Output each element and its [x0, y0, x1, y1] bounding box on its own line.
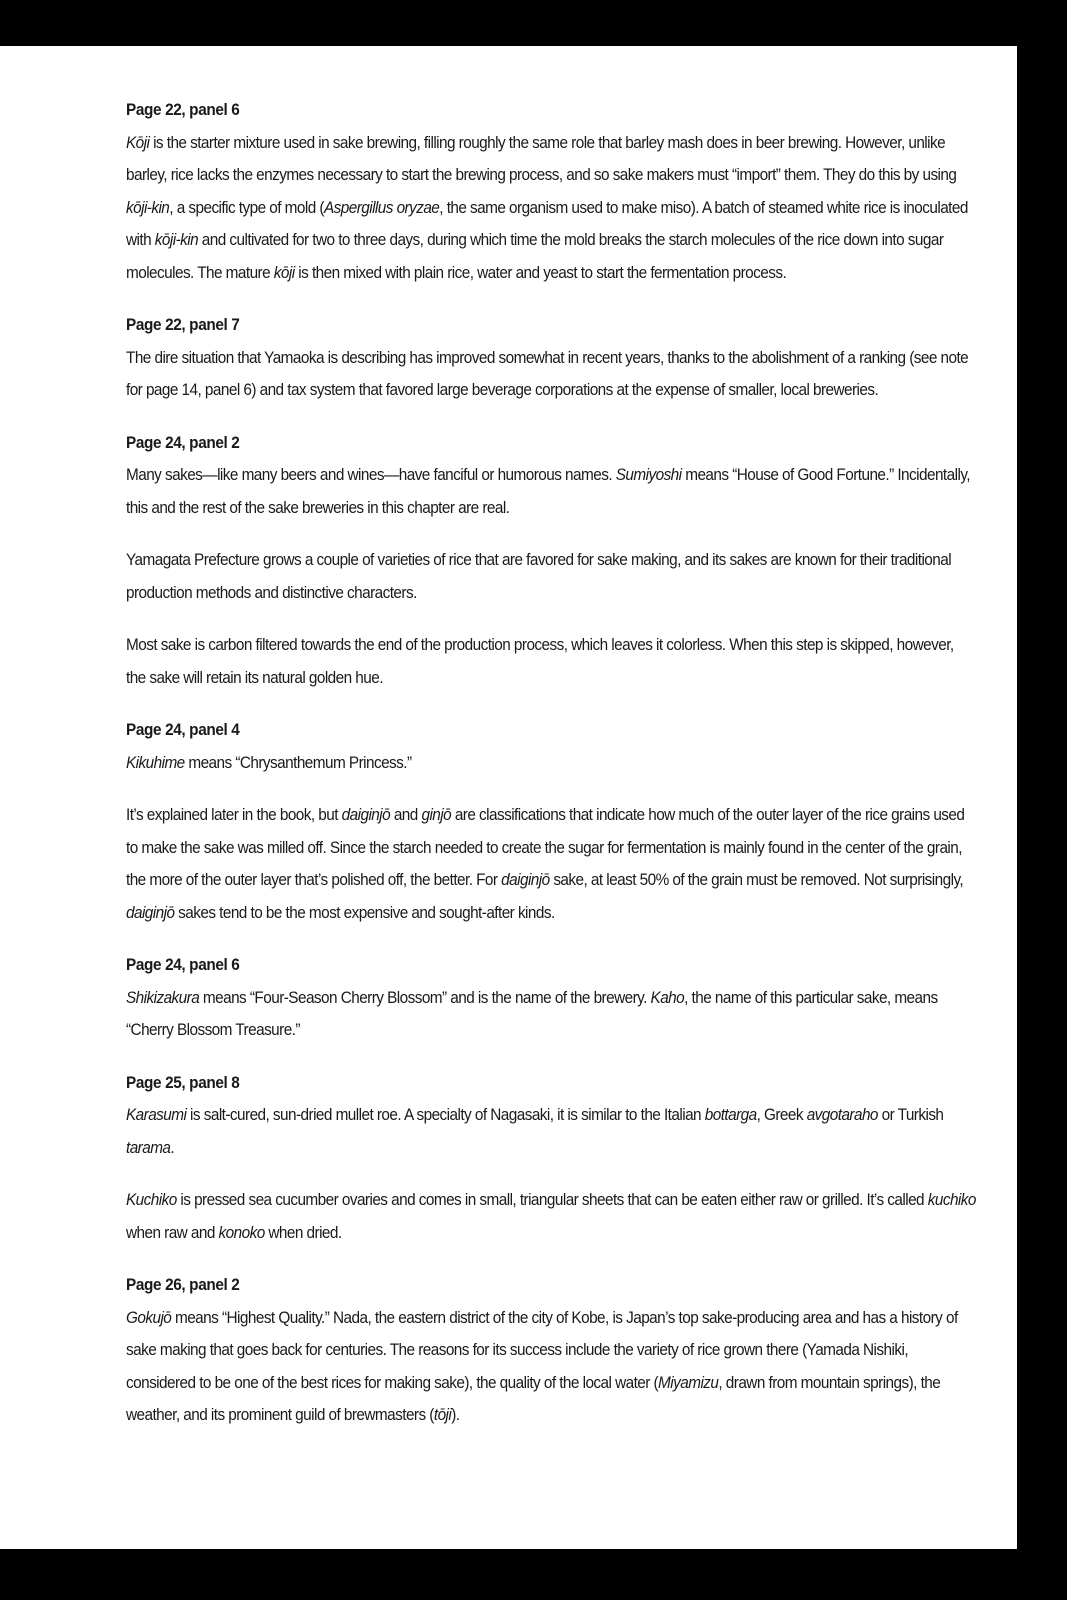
- note-heading: Page 24, panel 2: [126, 433, 240, 452]
- note-heading: Page 26, panel 2: [126, 1276, 240, 1294]
- note-paragraph: [126, 982, 976, 1047]
- text-run: means “House of Good Fortune.” Incidentally, this and the rest of the sake breweries in this chapter are real.: [126, 466, 971, 517]
- note-section: [126, 1067, 976, 1250]
- note-paragraph: [126, 544, 976, 609]
- text-run: or Turkish: [877, 1106, 944, 1124]
- text-run: , the name of this particular sake, means “Cherry Blossom Treasure.”: [126, 988, 938, 1039]
- note-heading: Page 22, panel 6: [126, 101, 240, 119]
- italic-term: Karasumi: [126, 1106, 187, 1124]
- note-paragraph: [126, 799, 976, 929]
- text-run: It’s explained later in the book, but: [126, 806, 342, 824]
- italic-term: Kuchiko: [126, 1191, 177, 1209]
- text-run: , a specific type of mold (: [169, 198, 324, 217]
- italic-term: tarama: [126, 1138, 171, 1157]
- italic-term: ginjō: [421, 806, 452, 824]
- italic-term: kōji-kin: [126, 198, 170, 217]
- italic-term: kōji-kin: [154, 231, 199, 249]
- italic-term: Kikuhime: [126, 753, 185, 772]
- text-run: .: [170, 1138, 175, 1157]
- note-paragraph: [126, 1099, 976, 1164]
- note-heading: Page 24, panel 4: [126, 721, 240, 739]
- note-section: [126, 714, 976, 929]
- text-run: is pressed sea cucumber ovaries and comes in small, triangular sheets that can be eaten either raw or grilled. It’s called: [176, 1191, 928, 1209]
- italic-term: konoko: [218, 1223, 265, 1242]
- note-section: [126, 1269, 976, 1432]
- italic-term: kuchiko: [927, 1191, 976, 1209]
- note-heading: Page 25, panel 8: [126, 1073, 240, 1092]
- note-heading: Page 24, panel 6: [126, 956, 240, 974]
- italic-term: Shikizakura: [126, 988, 200, 1007]
- text-run: when dried.: [264, 1223, 342, 1242]
- note-paragraph: [126, 127, 976, 290]
- text-run: , drawn from mountain springs), the weather, and its prominent guild of brewmasters (: [126, 1373, 941, 1424]
- italic-term: Sumiyoshi: [615, 466, 682, 484]
- note-paragraph: [126, 459, 976, 524]
- text-run: Yamagata Prefecture grows a couple of varieties of rice that are favored for sake making, and its sakes are known for their traditional production methods and distinctive characters.: [126, 551, 952, 602]
- italic-term: bottarga: [704, 1106, 757, 1124]
- text-run: The dire situation that Yamaoka is describing has improved somewhat in recent years, thanks to the abolishment of a ranking (see note for page 14, panel 6) and tax system that favored large beverage corporations at the expense of smaller, local breweries.: [126, 348, 969, 399]
- italic-term: kōji: [273, 263, 295, 282]
- text-run: is the starter mixture used in sake brewing, filling roughly the same role that barley mash does in beer brewing. However, unlike barley, rice lacks the enzymes necessary to start the brewing process, and so sake makers must “import” them. They do this by using: [126, 133, 957, 184]
- document-page: [0, 46, 1017, 1549]
- italic-term: Gokujō: [126, 1308, 172, 1327]
- text-run: ).: [451, 1406, 460, 1424]
- text-run: is then mixed with plain rice, water and yeast to start the fermentation process.: [294, 263, 787, 282]
- text-run: means “Highest Quality.” Nada, the eastern district of the city of Kobe, is Japan’s top sake-producing area and has a history of sake making that goes back for centuries. The reasons for its success include the variety of rice grown there (Yamada Nishiki, considered to be one of the best rices for making sake), the quality of the local water (: [126, 1308, 958, 1392]
- text-run: Most sake is carbon filtered towards the end of the production process, which leaves it colorless. When this step is skipped, however, the sake will retain its natural golden hue.: [126, 636, 954, 687]
- note-paragraph: [126, 629, 976, 694]
- text-run: sake, at least 50% of the grain must be removed. Not surprisingly,: [549, 871, 964, 889]
- note-paragraph: [126, 1184, 976, 1249]
- text-run: Many sakes—like many beers and wines—have fanciful or humorous names.: [126, 466, 616, 484]
- text-run: , the same organism used to make miso). A batch of steamed white rice is inoculated with: [126, 198, 968, 249]
- text-run: are classifications that indicate how much of the outer layer of the rice grains used to make the sake was milled off. Since the starch needed to create the sugar for fermentation is mainly found in the center of the grain, the more of the outer layer that’s polished off, the better. For: [126, 806, 965, 889]
- text-run: when raw and: [126, 1223, 219, 1242]
- italic-term: daiginjō: [126, 903, 175, 922]
- italic-term: daiginjō: [501, 871, 550, 889]
- note-section: [126, 949, 976, 1047]
- note-paragraph: [126, 342, 976, 407]
- italic-term: daiginjō: [341, 806, 391, 824]
- text-run: and: [390, 806, 422, 824]
- text-run: , Greek: [756, 1106, 807, 1124]
- note-heading: Page 22, panel 7: [126, 316, 240, 334]
- text-run: means “Four-Season Cherry Blossom” and is the name of the brewery.: [199, 988, 651, 1007]
- italic-term: Kaho: [650, 988, 685, 1007]
- italic-term: Aspergillus oryzae: [323, 198, 440, 217]
- text-run: means “Chrysanthemum Princess.”: [184, 753, 412, 772]
- note-section: [126, 427, 976, 695]
- text-run: and cultivated for two to three days, during which time the mold breaks the starch molecules of the rice down into sugar molecules. The mature: [126, 231, 944, 282]
- note-paragraph: [126, 1302, 976, 1432]
- italic-term: avgotaraho: [806, 1106, 878, 1124]
- note-section: [126, 309, 976, 407]
- note-paragraph: [126, 747, 976, 780]
- text-run: is salt-cured, sun-dried mullet roe. A specialty of Nagasaki, it is similar to the Italian: [186, 1106, 705, 1124]
- note-section: [126, 94, 976, 289]
- text-run: sakes tend to be the most expensive and sought-after kinds.: [174, 903, 555, 922]
- italic-term: Kōji: [126, 133, 150, 152]
- notes-content: [126, 94, 976, 1452]
- italic-term: Miyamizu: [658, 1373, 719, 1392]
- italic-term: tōji: [433, 1406, 452, 1424]
